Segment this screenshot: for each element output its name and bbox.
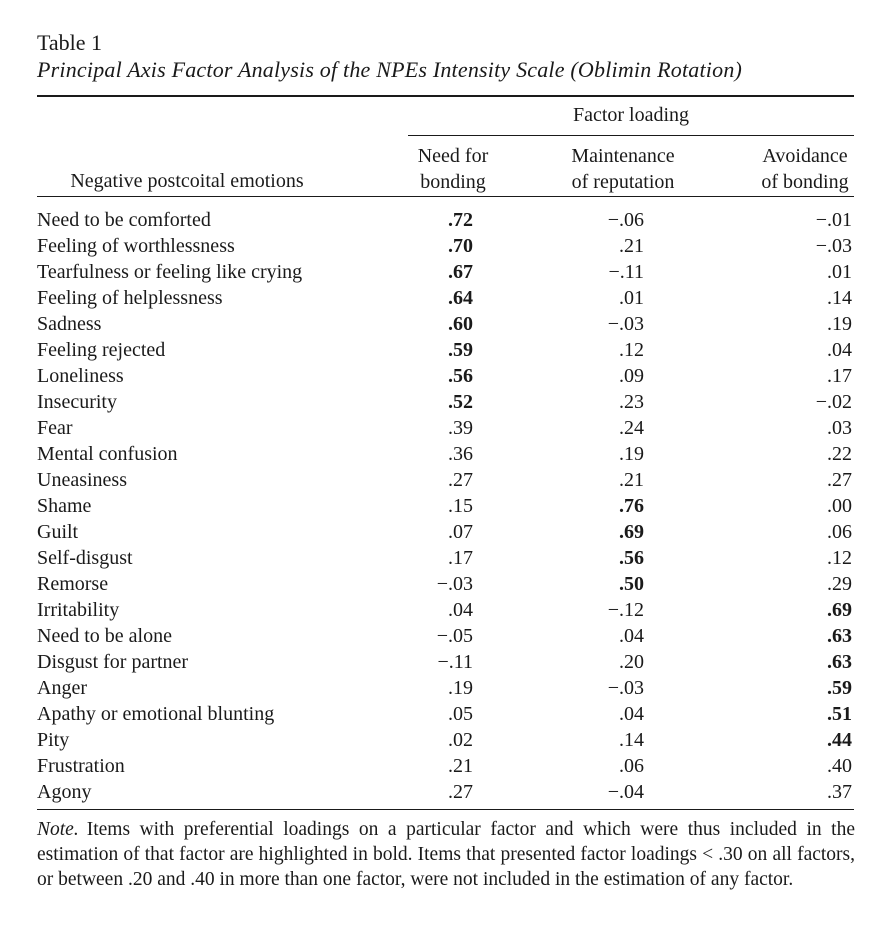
- need-for-bonding-value: .02: [448, 729, 473, 751]
- maintenance-of-reputation-value: −.03: [607, 313, 644, 335]
- table-row: [0, 493, 896, 519]
- maintenance-of-reputation-value: −.04: [607, 781, 644, 803]
- bottom-rule: [37, 809, 854, 810]
- note-label: Note.: [37, 819, 79, 840]
- table-row: [0, 753, 896, 779]
- table-row: [0, 623, 896, 649]
- row-label: Sadness: [37, 313, 102, 335]
- need-for-bonding-value: .72: [448, 209, 473, 231]
- maintenance-of-reputation-value: .76: [619, 495, 644, 517]
- need-for-bonding-value: −.05: [436, 625, 473, 647]
- row-label: Anger: [37, 677, 87, 699]
- table-row: [0, 415, 896, 441]
- maintenance-of-reputation-value: .23: [619, 391, 644, 413]
- row-label: Apathy or emotional blunting: [37, 703, 275, 725]
- avoidance-of-bonding-value: .63: [827, 625, 852, 647]
- avoidance-of-bonding-value: −.01: [815, 209, 852, 231]
- need-for-bonding-value: −.11: [437, 651, 473, 673]
- avoidance-of-bonding-value: .19: [827, 313, 852, 335]
- need-for-bonding-value: .27: [448, 469, 473, 491]
- avoidance-of-bonding-value: .51: [827, 703, 852, 725]
- table-body: [0, 207, 896, 805]
- table-row: [0, 675, 896, 701]
- table-row: [0, 207, 896, 233]
- maintenance-of-reputation-value: .01: [619, 287, 644, 309]
- row-label: Feeling of helplessness: [37, 287, 223, 309]
- avoidance-of-bonding-value: .37: [827, 781, 852, 803]
- row-label: Tearfulness or feeling like crying: [37, 261, 303, 283]
- avoidance-of-bonding-value: .63: [827, 651, 852, 673]
- need-for-bonding-value: .05: [448, 703, 473, 725]
- table-row: [0, 337, 896, 363]
- top-rule: [37, 95, 854, 97]
- need-for-bonding-value: .67: [448, 261, 473, 283]
- column-header-line: of reputation: [571, 171, 675, 193]
- table-row: [0, 363, 896, 389]
- avoidance-of-bonding-value: .00: [827, 495, 852, 517]
- avoidance-of-bonding-value: .40: [827, 755, 852, 777]
- avoidance-of-bonding-value: .59: [827, 677, 852, 699]
- column-header-line: Need for: [417, 145, 489, 167]
- row-label: Frustration: [37, 755, 125, 777]
- column-header-line: Avoidance: [762, 145, 848, 167]
- table-row: [0, 545, 896, 571]
- maintenance-of-reputation-value: .14: [619, 729, 644, 751]
- avoidance-of-bonding-value: .06: [827, 521, 852, 543]
- row-label: Need to be alone: [37, 625, 172, 647]
- row-label: Guilt: [37, 521, 79, 543]
- column-header-line: of bonding: [761, 171, 849, 193]
- maintenance-of-reputation-value: .24: [619, 417, 644, 439]
- need-for-bonding-value: .56: [448, 365, 473, 387]
- row-label: Loneliness: [37, 365, 124, 387]
- need-for-bonding-value: .04: [448, 599, 473, 621]
- maintenance-of-reputation-value: .21: [619, 469, 644, 491]
- row-label: Need to be comforted: [37, 209, 211, 231]
- avoidance-of-bonding-value: .22: [827, 443, 852, 465]
- table-note: [37, 817, 855, 892]
- column-header-maintenance-of-reputation: [546, 143, 700, 195]
- maintenance-of-reputation-value: .12: [619, 339, 644, 361]
- table-row: [0, 597, 896, 623]
- maintenance-of-reputation-value: −.12: [607, 599, 644, 621]
- row-label: Insecurity: [37, 391, 117, 413]
- avoidance-of-bonding-value: .12: [827, 547, 852, 569]
- header-rule: [37, 196, 854, 197]
- table-row: [0, 519, 896, 545]
- row-label: Agony: [37, 781, 92, 803]
- avoidance-of-bonding-value: .44: [827, 729, 852, 751]
- table-row: [0, 779, 896, 805]
- maintenance-of-reputation-value: .50: [619, 573, 644, 595]
- need-for-bonding-value: .60: [448, 313, 473, 335]
- table-row: [0, 727, 896, 753]
- need-for-bonding-value: .64: [448, 287, 473, 309]
- need-for-bonding-value: .59: [448, 339, 473, 361]
- need-for-bonding-value: .07: [448, 521, 473, 543]
- note-text: Items with preferential loadings on a particular factor and which were thus included in the estimation of that factor are highlighted in bold. Items that presented factor loadings < .30 on all factors, or between .20 and .40 in more than one factor, were not included in the estimation of any factor.: [37, 819, 855, 890]
- need-for-bonding-value: .52: [448, 391, 473, 413]
- table-row: [0, 389, 896, 415]
- avoidance-of-bonding-value: .03: [827, 417, 852, 439]
- need-for-bonding-value: .27: [448, 781, 473, 803]
- avoidance-of-bonding-value: .27: [827, 469, 852, 491]
- maintenance-of-reputation-value: .20: [619, 651, 644, 673]
- table-row: [0, 285, 896, 311]
- table-row: [0, 701, 896, 727]
- table-row: [0, 233, 896, 259]
- avoidance-of-bonding-value: .01: [827, 261, 852, 283]
- avoidance-of-bonding-value: .69: [827, 599, 852, 621]
- maintenance-of-reputation-value: .06: [619, 755, 644, 777]
- avoidance-of-bonding-value: .04: [827, 339, 852, 361]
- column-header-line: Maintenance: [571, 145, 675, 167]
- table-row: [0, 259, 896, 285]
- row-label: Remorse: [37, 573, 109, 595]
- column-header-need-for-bonding: [398, 143, 508, 195]
- row-label: Disgust for partner: [37, 651, 189, 673]
- table-row: [0, 441, 896, 467]
- need-for-bonding-value: .17: [448, 547, 473, 569]
- row-label: Shame: [37, 495, 92, 517]
- avoidance-of-bonding-value: −.03: [815, 235, 852, 257]
- table-row: [0, 649, 896, 675]
- maintenance-of-reputation-value: .69: [619, 521, 644, 543]
- table-row: [0, 571, 896, 597]
- row-label: Irritability: [37, 599, 120, 621]
- avoidance-of-bonding-value: .29: [827, 573, 852, 595]
- row-label: Feeling of worthlessness: [37, 235, 235, 257]
- need-for-bonding-value: .70: [448, 235, 473, 257]
- avoidance-of-bonding-value: .14: [827, 287, 852, 309]
- maintenance-of-reputation-value: −.06: [607, 209, 644, 231]
- maintenance-of-reputation-value: .19: [619, 443, 644, 465]
- table-row: [0, 467, 896, 493]
- need-for-bonding-value: .15: [448, 495, 473, 517]
- row-label: Pity: [37, 729, 70, 751]
- need-for-bonding-value: .36: [448, 443, 473, 465]
- column-header-line: bonding: [420, 171, 486, 193]
- avoidance-of-bonding-value: .17: [827, 365, 852, 387]
- maintenance-of-reputation-value: −.03: [607, 677, 644, 699]
- spanning-rule: [408, 135, 854, 136]
- maintenance-of-reputation-value: .04: [619, 703, 644, 725]
- column-header-avoidance-of-bonding: [742, 143, 868, 195]
- need-for-bonding-value: .39: [448, 417, 473, 439]
- maintenance-of-reputation-value: .21: [619, 235, 644, 257]
- row-label: Mental confusion: [37, 443, 178, 465]
- row-label: Feeling rejected: [37, 339, 166, 361]
- row-label: Uneasiness: [37, 469, 127, 491]
- maintenance-of-reputation-value: −.11: [608, 261, 644, 283]
- maintenance-of-reputation-value: .09: [619, 365, 644, 387]
- maintenance-of-reputation-value: .04: [619, 625, 644, 647]
- need-for-bonding-value: .19: [448, 677, 473, 699]
- spanning-header: Factor loading: [572, 104, 690, 126]
- row-label: Self-disgust: [37, 547, 133, 569]
- row-label: Fear: [37, 417, 73, 439]
- stub-header: Negative postcoital emotions: [70, 170, 304, 192]
- table-label: Table 1: [37, 30, 103, 55]
- maintenance-of-reputation-value: .56: [619, 547, 644, 569]
- avoidance-of-bonding-value: −.02: [815, 391, 852, 413]
- table-row: [0, 311, 896, 337]
- need-for-bonding-value: .21: [448, 755, 473, 777]
- table-title: Principal Axis Factor Analysis of the NPEs Intensity Scale (Oblimin Rotation): [37, 57, 743, 82]
- need-for-bonding-value: −.03: [436, 573, 473, 595]
